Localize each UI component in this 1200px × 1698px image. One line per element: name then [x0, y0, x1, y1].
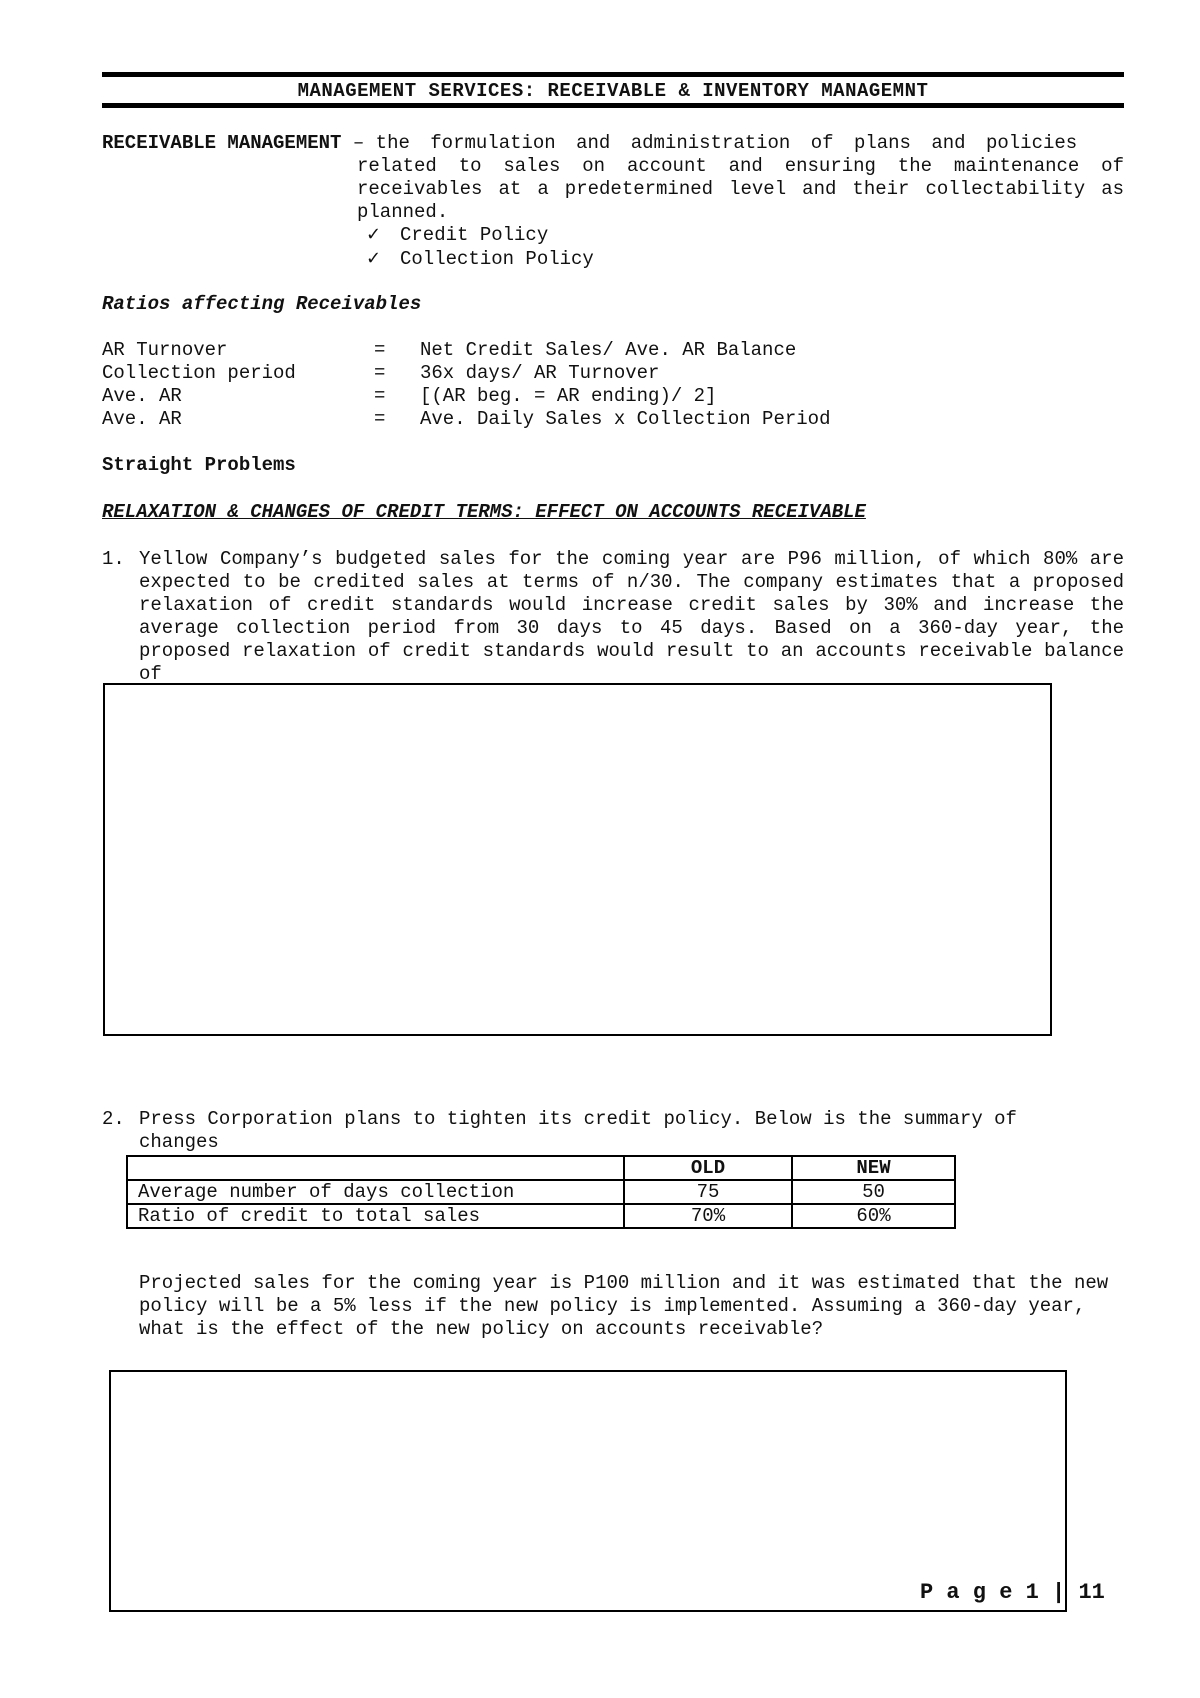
- check-icon: ✓: [366, 224, 382, 245]
- header-top-rule: [102, 72, 1124, 77]
- formula-row: [102, 339, 1002, 362]
- page-title: MANAGEMENT SERVICES: RECEIVABLE & INVENTORY MANAGEMNT: [297, 80, 929, 102]
- page-label: P a g e: [920, 1580, 1013, 1605]
- page-footer: [920, 1580, 1105, 1605]
- list-item-label: Credit Policy: [400, 224, 549, 246]
- formula-row: [102, 385, 1002, 408]
- formula-row: [102, 362, 1002, 385]
- list-item: [366, 223, 594, 247]
- problem-2-number: 2.: [102, 1108, 125, 1130]
- formula-value: 36x days/ AR Turnover: [420, 362, 660, 384]
- table-header-row: [127, 1156, 955, 1180]
- definition-first-line: [102, 132, 1124, 155]
- formula-name: Ave. AR: [102, 385, 182, 407]
- definition-first-line-text: the formulation and administration of plans and policies: [375, 132, 1078, 154]
- table-row: [127, 1204, 955, 1228]
- page-total: 11: [1078, 1580, 1105, 1605]
- formula-equals: =: [374, 339, 386, 361]
- ratios-heading: Ratios affecting Receivables: [102, 293, 422, 315]
- definition-dash: –: [341, 132, 376, 154]
- formula-row: [102, 408, 1002, 431]
- table-cell: Average number of days collection: [127, 1180, 624, 1204]
- formula-name: Ave. AR: [102, 408, 182, 430]
- straight-problems-heading: Straight Problems: [102, 454, 296, 476]
- problem-1-number: 1.: [102, 548, 125, 570]
- formula-value: [(AR beg. = AR ending)/ 2]: [420, 385, 717, 407]
- formula-value: Net Credit Sales/ Ave. AR Balance: [420, 339, 797, 361]
- table-header-old: OLD: [624, 1156, 792, 1180]
- problem-2-text: Press Corporation plans to tighten its credit policy. Below is the summary of changes: [139, 1108, 1017, 1153]
- list-item: [366, 247, 594, 271]
- table-cell: 70%: [624, 1204, 792, 1228]
- table-cell: 50: [792, 1180, 955, 1204]
- table-header-new: NEW: [792, 1156, 955, 1180]
- list-item-label: Collection Policy: [400, 248, 594, 270]
- problem-1-text: Yellow Company’s budgeted sales for the coming year are P96 million, of which 80% are expected to be credited sales at terms of n/30. The company estimates that a proposed relaxation of credit standards would increase credit sales by 30% and increase the average collection period from 30 days to 45 days. Based on a 360-day year, the proposed relaxation of credit standards would result to an accounts receivable balance of: [139, 548, 1124, 685]
- formula-equals: =: [374, 385, 386, 407]
- table-cell: Ratio of credit to total sales: [127, 1204, 624, 1228]
- formula-name: Collection period: [102, 362, 296, 384]
- table-row: [127, 1180, 955, 1204]
- definition-term: RECEIVABLE MANAGEMENT: [102, 132, 342, 154]
- formula-equals: =: [374, 408, 386, 430]
- table-cell: 75: [624, 1180, 792, 1204]
- summary-table: [126, 1155, 956, 1229]
- header-bottom-rule: [102, 103, 1124, 108]
- problem-2-followup: Projected sales for the coming year is P100 million and it was estimated that the new policy will be a 5% less if the new policy is implemented. Assuming a 360-day year, what is the effect of the new policy on accounts receivable?: [139, 1272, 1109, 1340]
- table-header-blank: [127, 1156, 624, 1180]
- check-icon: ✓: [366, 248, 382, 269]
- page-separator: |: [1052, 1580, 1066, 1605]
- formula-name: AR Turnover: [102, 339, 228, 361]
- section-title: RELAXATION & CHANGES OF CREDIT TERMS: EFFECT ON ACCOUNTS RECEIVABLE: [102, 501, 866, 523]
- formula-value: Ave. Daily Sales x Collection Period: [420, 408, 831, 430]
- problem-1-answer-box[interactable]: [103, 683, 1052, 1036]
- definition-continuation: related to sales on account and ensuring the maintenance of receivables at a predetermined level and their collectability as planned.: [357, 155, 1124, 223]
- definition-policy-list: [366, 223, 594, 271]
- formula-equals: =: [374, 362, 386, 384]
- problem-2-answer-box[interactable]: [109, 1370, 1067, 1612]
- page-number: 1: [1025, 1580, 1039, 1605]
- table-cell: 60%: [792, 1204, 955, 1228]
